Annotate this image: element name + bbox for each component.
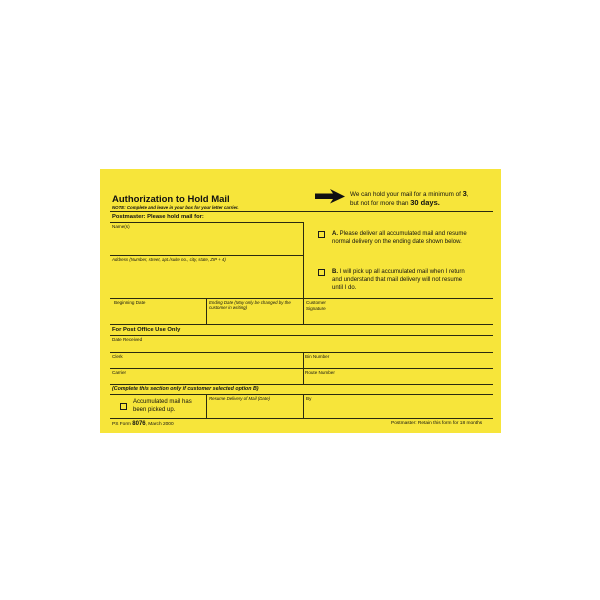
form-note: NOTE: Complete and leave in your box for your letter carrier. — [112, 205, 239, 210]
route-number-label: Route Number — [305, 370, 335, 375]
divider — [303, 222, 304, 324]
hold-duration-notice-line2 — [350, 198, 440, 207]
customer-signature-field[interactable] — [334, 300, 493, 324]
divider — [110, 324, 493, 325]
option-a-text — [332, 230, 467, 246]
clerk-label: Clerk — [112, 354, 123, 359]
divider — [110, 298, 493, 299]
option-b-letter: B. — [332, 269, 338, 275]
beginning-date-label: Beginning Date — [114, 300, 146, 305]
address-field[interactable] — [110, 263, 303, 298]
notice-suffix-1: , — [466, 191, 469, 198]
arrow-right-icon — [314, 188, 346, 204]
by-field[interactable] — [304, 402, 493, 418]
divider — [110, 222, 303, 223]
option-b-description: I will pick up all accumulated mail when I return and understand that mail delivery will not resume until I do. — [332, 269, 465, 291]
form-number-value: 8076 — [132, 421, 146, 427]
notice-prefix-2: but not for more than — [350, 200, 411, 207]
picked-up-checkbox[interactable] — [120, 403, 127, 410]
option-a-letter: A. — [332, 231, 338, 237]
route-number-field[interactable] — [304, 376, 493, 384]
bin-number-field[interactable] — [304, 360, 493, 368]
names-field[interactable] — [110, 230, 303, 255]
retention-note: Postmaster: Retain this form for 18 months — [391, 421, 483, 426]
resume-delivery-label: Resume Delivery of Mail (Date) — [209, 396, 270, 401]
by-label: By — [306, 396, 312, 401]
option-a-description: Please deliver all accumulated mail and resume normal delivery on the ending date shown below. — [332, 231, 467, 245]
carrier-label: Carrier — [112, 370, 127, 375]
divider — [110, 384, 493, 385]
bin-number-label: Bin Number — [305, 354, 330, 359]
date-received-field[interactable] — [110, 343, 493, 352]
post-office-use-heading: For Post Office Use Only — [112, 327, 181, 333]
divider — [110, 394, 493, 395]
ending-date-label-text: Ending Date (May only be changed by the customer in writing) — [209, 300, 291, 311]
divider — [110, 352, 493, 353]
beginning-date-field[interactable] — [110, 306, 206, 324]
picked-up-text — [133, 398, 203, 414]
option-a-checkbox[interactable] — [318, 231, 325, 238]
notice-prefix-1: We can hold your mail for a minimum of — [350, 191, 463, 198]
picked-up-text-content: Accumulated mail has been picked up. — [133, 399, 192, 413]
notice-max-days: 30 days. — [410, 198, 440, 207]
form-title: Authorization to Hold Mail — [112, 194, 230, 205]
carrier-field[interactable] — [110, 376, 303, 384]
option-b-checkbox[interactable] — [318, 269, 325, 276]
names-label: Name(s) — [112, 224, 130, 229]
customer-signature-label — [306, 300, 332, 311]
divider — [110, 335, 493, 336]
option-b-text — [332, 268, 472, 292]
form-number — [112, 421, 174, 427]
option-b-section-note: (Complete this section only if customer selected option B) — [112, 386, 259, 392]
hold-duration-notice-line1 — [350, 189, 469, 198]
ending-date-field[interactable] — [206, 311, 303, 324]
postmaster-heading: Postmaster: Please hold mail for: — [112, 214, 204, 220]
customer-signature-label-text: Customer Signature — [306, 300, 326, 311]
clerk-field[interactable] — [110, 360, 303, 368]
notice-min-days: 3 — [462, 189, 467, 198]
divider — [110, 418, 493, 419]
divider — [110, 211, 493, 212]
divider — [110, 368, 493, 369]
address-label: Address (Number, street, apt./suite no., city, state, ZIP + 4) — [112, 257, 226, 262]
hold-mail-form-card — [100, 169, 501, 433]
form-number-prefix: PS Form — [112, 422, 133, 427]
resume-delivery-field[interactable] — [207, 402, 303, 418]
date-received-label: Date Received — [112, 337, 143, 342]
divider — [110, 255, 303, 256]
ending-date-label — [209, 300, 303, 310]
form-date: , March 2000 — [145, 422, 174, 427]
